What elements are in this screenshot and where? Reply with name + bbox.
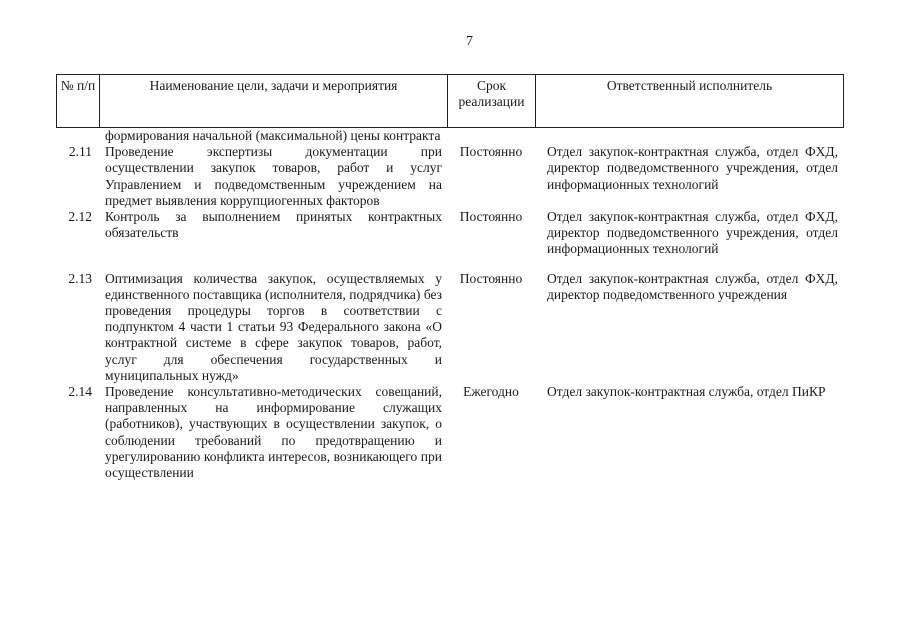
row-responsible: Отдел закупок-контрактная служба, отдел ФХД, директор подведомственного учреждения: [547, 270, 838, 302]
header-num: № п/п: [57, 75, 100, 127]
row-num: [56, 128, 99, 144]
row-name: Контроль за выполнением принятых контрактных обязательств: [105, 209, 442, 241]
row-term: Постоянно: [459, 270, 523, 286]
table-body: [56, 128, 844, 481]
row-responsible: [535, 128, 844, 144]
row-num: 2.12: [68, 209, 92, 225]
row-name: формирования начальной (максимальной) цены контракта: [105, 128, 441, 143]
table-header: [56, 74, 844, 128]
table-row: [56, 209, 844, 258]
row-term: Ежегодно: [463, 384, 519, 400]
row-name: Проведение экспертизы документации при осуществлении закупок товаров, работ и услуг Управлением и подведомственным учреждением на предмет выявления коррупциогенных факторов: [105, 144, 442, 208]
row-responsible: Отдел закупок-контрактная служба, отдел ФХД, директор подведомственного учреждения, отдел информационных технологий: [547, 144, 838, 192]
header-term: Срок реализации: [448, 75, 536, 127]
table-row: [56, 271, 844, 384]
table-row: [56, 144, 844, 209]
page-number: 7: [466, 34, 473, 49]
row-num: 2.11: [68, 144, 92, 160]
row-num: 2.14: [68, 384, 92, 400]
table-row: [56, 128, 844, 144]
row-term: Постоянно: [459, 144, 523, 160]
row-name: Проведение консультативно-методических совещаний, направленных на информирование служащих (работников), участвующих в осуществлении закупок, о соблюдении требований по предотвращению и урегулированию конфликта интересов, возникающего при осуществлении: [105, 384, 442, 481]
row-num: 2.13: [68, 270, 92, 286]
header-name: Наименование цели, задачи и мероприятия: [100, 75, 448, 127]
row-responsible: Отдел закупок-контрактная служба, отдел ПиКР: [547, 384, 826, 400]
row-term: Постоянно: [459, 209, 523, 225]
row-term: [447, 128, 535, 144]
table-row: [56, 384, 844, 481]
row-name: Оптимизация количества закупок, осуществляемых у единственного поставщика (исполнителя, подрядчика) без проведения процедуры торгов в соответствии с подпунктом 4 части 1 статьи 93 Федерального закона «О контрактной системе в сфере закупок товаров, работ, услуг для обеспечения государственных и муниципальных нужд»: [105, 270, 442, 383]
row-responsible: Отдел закупок-контрактная служба, отдел ФХД, директор подведомственного учреждения, отдел информационных технологий: [547, 209, 838, 257]
header-responsible: Ответственный исполнитель: [606, 78, 773, 93]
